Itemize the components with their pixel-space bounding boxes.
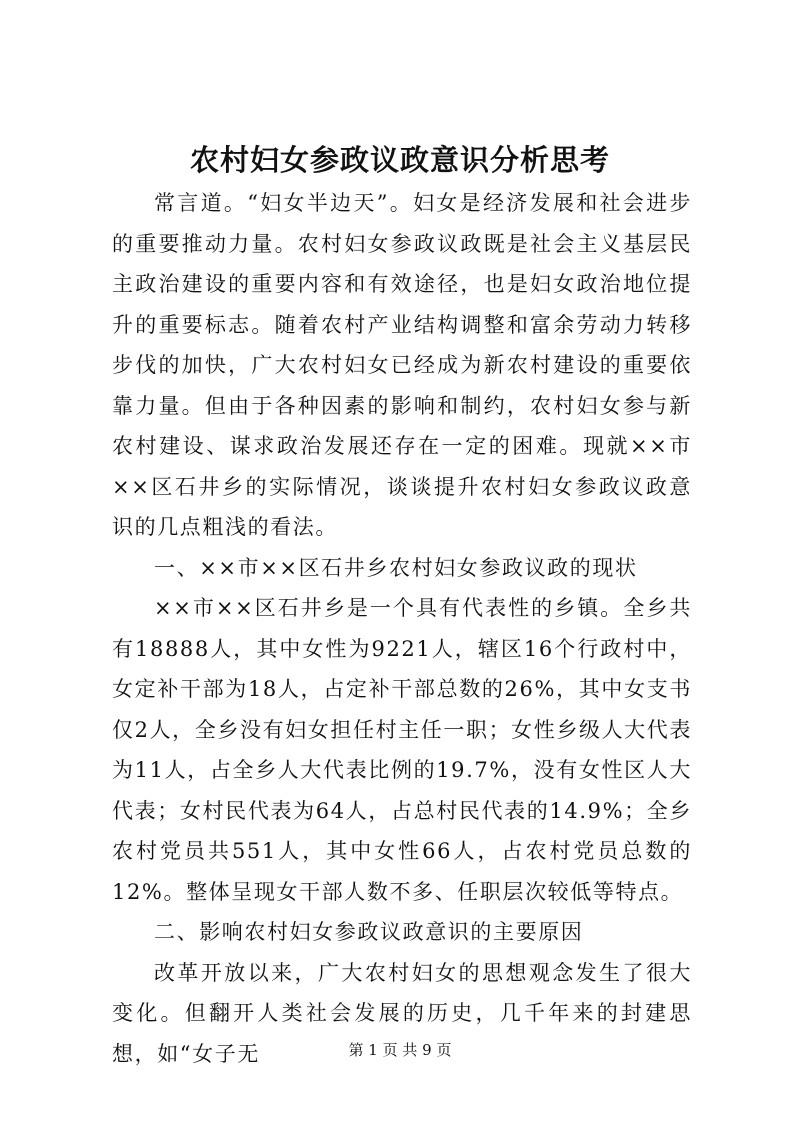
section-heading-current-status: 一、××市××区石井乡农村妇女参政议政的现状 — [154, 555, 638, 580]
page-number-footer: 第 1 页 共 9 页 — [348, 1041, 452, 1059]
document-title: 农村妇女参政议政意识分析思考 — [189, 143, 610, 177]
document-body — [112, 183, 692, 1074]
intro-paragraph: 常言道。“妇女半边天”。妇女是经济发展和社会进步的重要推动力量。农村妇女参政议政既是社会主义基层民主政治建设的重要内容和有效途径，也是妇女政治地位提升的重要标志。随着农村产业结构调整和富余劳动力转移步伐的加快，广大农村妇女已经成为新农村建设的重要依靠力量。但由于各种因素的影响和制约，农村妇女参与新农村建设、谋求政治发展还存在一定的困难。现就××市××区石井乡的实际情况，谈谈提升农村妇女参政议政意识的几点粗浅的看法。 — [112, 191, 692, 539]
status-paragraph: ××市××区石井乡是一个具有代表性的乡镇。全乡共有18888人，其中女性为9221人，辖区16个行政村中，女定补干部为18人，占定补干部总数的26%，其中女支书仅2人，全乡没有妇女担任村主任一职；女性乡级人大代表为11人，占全乡人大代表比例的19.7%，没有女性区人大代表；女村民代表为64人，占总村民代表的14.9%；全乡农村党员共551人，其中女性66人，占农村党员总数的12%。整体呈现女干部人数不多、任职层次较低等特点。 — [112, 596, 692, 904]
reasons-paragraph: 改革开放以来，广大农村妇女的思想观念发生了很大变化。但翻开人类社会发展的历史，几千年来的封建思想，如“女子无 — [112, 960, 692, 1066]
section-heading-main-reasons: 二、影响农村妇女参政议政意识的主要原因 — [154, 920, 584, 944]
